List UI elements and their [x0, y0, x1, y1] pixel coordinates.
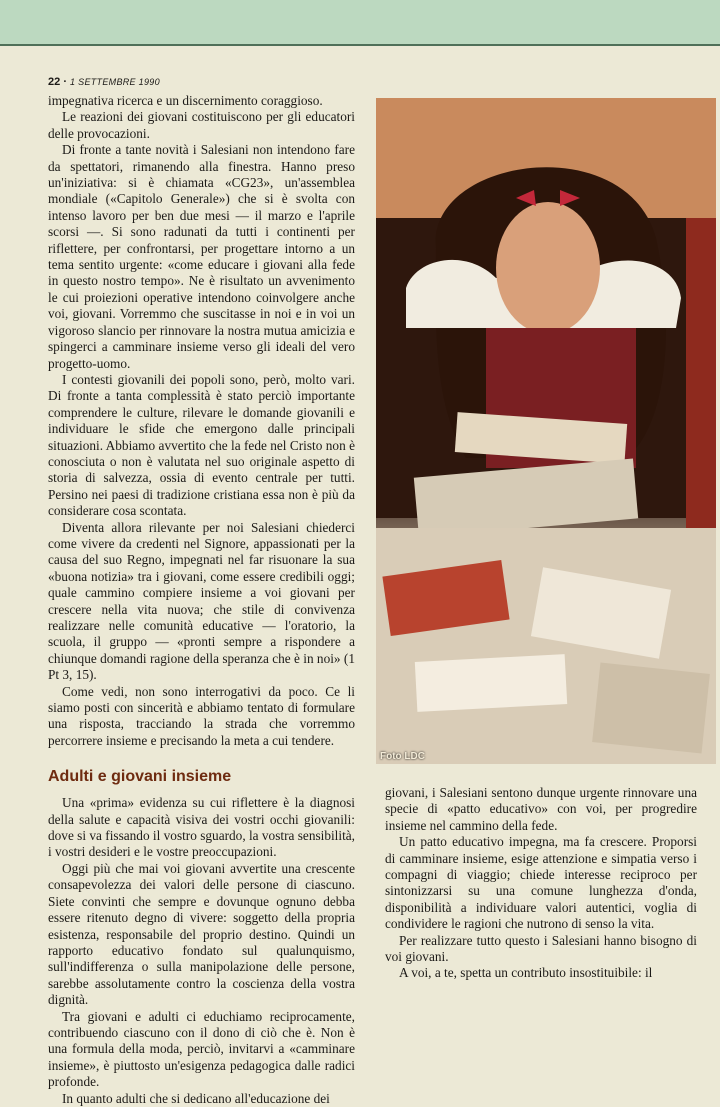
photo-sheet — [415, 654, 567, 712]
paragraph: I contesti giovanili dei popoli sono, però, molto vari. Di fronte a tanta complessità è stato perciò importante comprendere le culture, rilevare le domande giovanili e individuare le sfide che emergono dalle principali situazioni. Abbiamo avvertito che la fede nel Cristo non è conosciuta o non è valutata nel suo originale aspetto di storia di salvezza, ossia di evento centrale per tutti. Persino nei paesi di tradizione cristiana essa non è più da considerare cosa scontata. — [48, 371, 355, 519]
paragraph: Per realizzare tutto questo i Salesiani hanno bisogno di voi giovani. — [385, 932, 697, 965]
issue-date: 1 SETTEMBRE 1990 — [70, 77, 160, 87]
section-heading: Adulti e giovani insieme — [48, 768, 232, 786]
paragraph: giovani, i Salesiani sentono dunque urgente rinnovare una specie di «patto educativo» con voi, per progredire insieme nel cammino della fede. — [385, 785, 697, 833]
photo-girl-with-papers — [376, 98, 716, 764]
photo-face — [496, 202, 600, 334]
right-text-column — [385, 785, 697, 982]
paragraph: Un patto educativo impegna, ma fa crescere. Proporsi di camminare insieme, esige attenzione e simpatia verso i compagni di viaggio; chiede interesse reciproco per sintonizzarsi su una comune lunghezza d'onda, disponibilità a individuare valori autentici, voglia di condividere le ragioni che nutrono di senso la vita. — [385, 834, 697, 932]
paragraph: impegnativa ricerca e un discernimento coraggioso. — [48, 93, 323, 108]
paragraph: In quanto adulti che si dedicano all'educazione dei — [62, 1090, 330, 1106]
photo-credit: Foto LDC — [380, 751, 425, 762]
left-text-column — [48, 93, 355, 1107]
paragraph: Tra giovani e adulti ci educhiamo reciprocamente, contribuendo ciascuno con il dono di ciò che è. Non è una formula della moda, perciò, invitarvi a «camminare insieme», è piuttosto un'esigenza pedagogica dalle radici profonde. — [48, 1008, 355, 1090]
top-color-band — [0, 0, 720, 46]
paragraph: Come vedi, non sono interrogativi da poco. Ce li siamo posti con sincerità e abbiamo tentato di formulare una risposta, tracciando la strada che vorremmo percorrere insieme e precisando la meta a cui tendere. — [48, 683, 355, 748]
header-separator: · — [63, 76, 67, 88]
photo-illustration — [376, 98, 716, 764]
page-header — [48, 76, 160, 88]
page-number: 22 — [48, 76, 61, 88]
photo-folder — [592, 662, 710, 753]
paragraph: Diventa allora rilevante per noi Salesiani chiederci come vivere da credenti nel Signore, appassionati per la causa del suo Regno, impegnati nel far risuonare la sua «buona notizia» tra i giovani, come essere credibili oggi; quale cammino compiere insieme a voi giovani per crescere nella vita nuova; che stile di convivenza realizzare nelle comunità educative — l'oratorio, la scuola, il gruppo — «pronti sempre a rispondere a chiunque domandi ragione della speranza che è in noi» (1 Pt 3, 15). — [48, 519, 355, 683]
paragraph: Una «prima» evidenza su cui riflettere è la diagnosi della salute e capacità visiva dei vostri occhi giovanili: dove si va fissando il vostro sguardo, la vostra sensibilità, i vostri desideri e le vostre preoccupazioni. — [48, 795, 355, 860]
paragraph: Le reazioni dei giovani costituiscono per gli educatori delle provocazioni. — [48, 109, 355, 141]
paragraph: A voi, a te, spetta un contributo insostituibile: il — [399, 965, 653, 981]
paragraph: Oggi più che mai voi giovani avvertite una crescente consapevolezza dei valori delle persone di ciascuno. Siete convinti che sempre e dovunque ognuno debba essere ritenuto degno di vivere: soggetto della propria esistenza, responsabile del proprio destino. Quindi un rapporto educativo fondato sul qualunquismo, sull'indifferenza o sulla manipolazione delle persone, sarebbe assolutamente contro la coscienza della vostra dignità. — [48, 860, 355, 1008]
paragraph: Di fronte a tante novità i Salesiani non intendono fare da spettatori, rimanendo alla finestra. Hanno preso un'iniziativa: si è chiamata «CG23», un'assemblea mondiale («Capitolo Generale») che si è svolta con intenso lavoro per ben due mesi — il marzo e l'aprile scorsi —. Si sono radunati da tutti i continenti per riflettere, per confrontarsi, per progettare intorno a un tema sentito urgente: «come educare i giovani alla fede in questo nostro tempo». Ne è risultato un avvenimento le cui proiezioni operative intendono coinvolgere anche voi, giovani. Vorremmo che suscitasse in noi e in voi un vigoroso slancio per rinnovare la nostra mutua amicizia e spingerci a camminare insieme verso gli ideali del vero progetto-uomo. — [48, 142, 355, 371]
photo-right-figure — [686, 218, 716, 548]
